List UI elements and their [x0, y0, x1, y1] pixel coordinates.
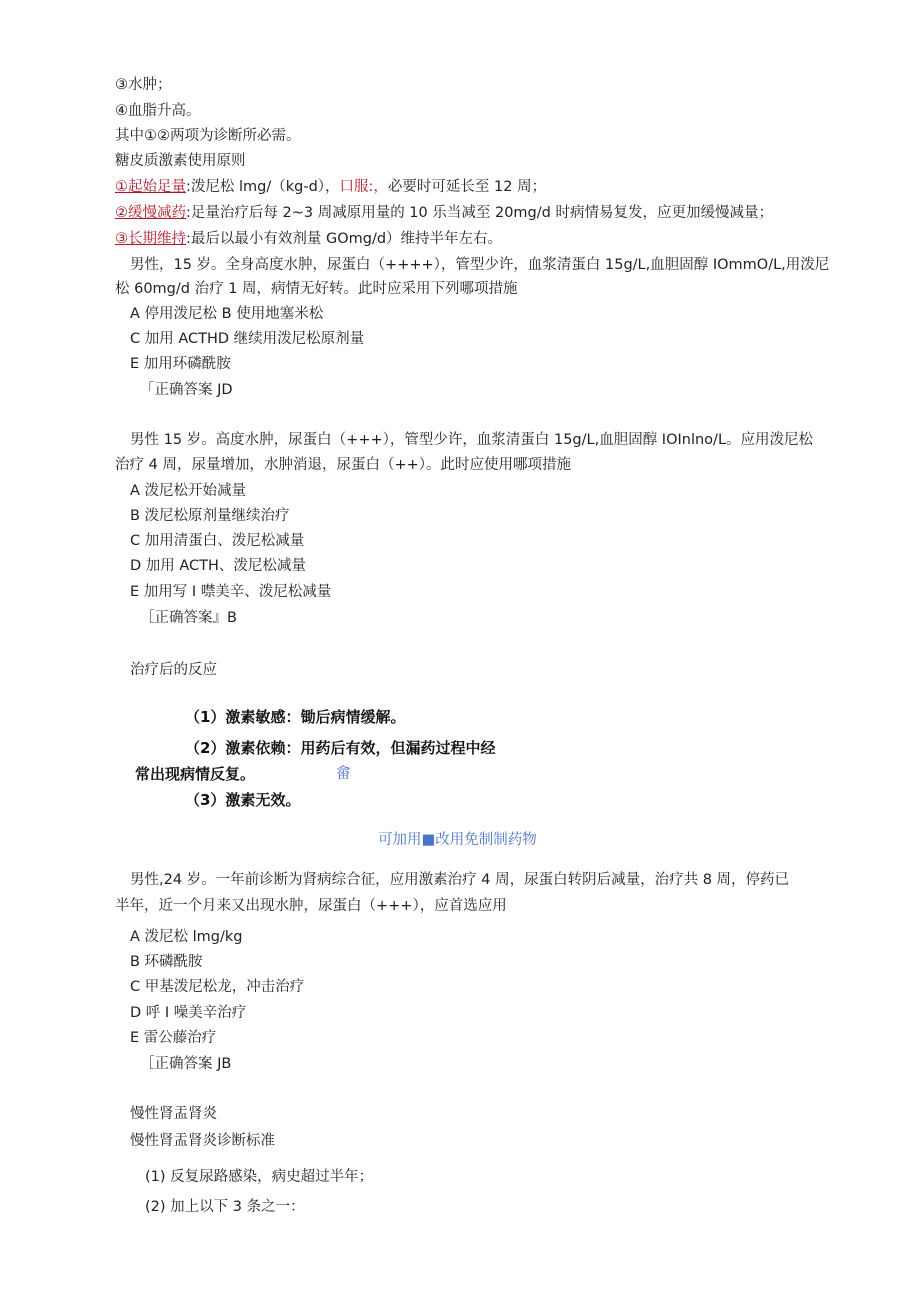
- question-stem: 半年，近一个月来又出现水肿，尿蛋白（+++），应首选应用: [115, 898, 507, 914]
- paragraph: 其中①②两项为诊断所必需。: [115, 128, 301, 144]
- stray-char: 畲: [336, 766, 351, 782]
- question-stem: 男性 15 岁。高度水肿，尿蛋白（+++），管型少许，血浆清蛋白 15g/L,血胆固醇 IOInlno/L。应用泼尼松: [130, 432, 814, 448]
- principle-item: [115, 177, 546, 197]
- answer: ［正确答案 JB: [140, 1056, 232, 1072]
- list-item: ③水肿；: [115, 77, 172, 93]
- option: A 泼尼松 lmg/kg: [130, 929, 243, 945]
- option: D 加用 ACTH、泼尼松减量: [130, 558, 306, 574]
- list-item: (1) 反复尿路感染，病史超过半年；: [145, 1169, 374, 1185]
- question-stem: 松 60mg/d 治疗 1 周，病情无好转。此时应采用下列哪项措施: [115, 281, 518, 297]
- principle-label: ①起始足量: [115, 179, 186, 195]
- heading: 慢性肾盂肾炎: [130, 1106, 217, 1122]
- principle-text: :足量治疗后每 2~3 周减原用量的 10 乐当减至 20mg/d 时病情易复发，应更加缓慢减量；: [186, 205, 773, 221]
- option: B 环磷酰胺: [130, 954, 203, 970]
- reaction-item: 常出现病情反复。: [135, 765, 256, 783]
- list-item: ④血脂升高。: [115, 103, 201, 119]
- principle-text: :最后以最小有效剂量 GOmg/d）维持半年左右。: [186, 231, 503, 247]
- option: E 雷公藤治疗: [130, 1030, 217, 1046]
- heading: 治疗后的反应: [130, 662, 217, 678]
- question-stem: 男性，15 岁。全身高度水肿，尿蛋白（++++），管型少许，血浆清蛋白 15g/L,血胆固醇 IOmmO/L,用泼尼: [130, 257, 830, 273]
- reaction-item: （2）激素依赖：用药后有效，但漏药过程中经: [185, 739, 496, 757]
- option: E 加用写 I 噤美辛、泼尼松减量: [130, 584, 332, 600]
- principle-text: 必要时可延长至 12 周；: [387, 179, 547, 195]
- option: C 加用 ACTHD 继续用泼尼松原剂量: [130, 331, 365, 347]
- principle-item: [115, 203, 773, 223]
- question-stem: 男性,24 岁。一年前诊断为肾病综合征，应用激素治疗 4 周，尿蛋白转阴后减量，治疗共 8 周，停药已: [130, 872, 790, 888]
- reaction-item: （1）激素敏感：锄后病情缓解。: [185, 708, 406, 726]
- principle-text-red: 口服:，: [339, 179, 388, 195]
- option: E 加用环磷酰胺: [130, 356, 231, 372]
- subheading: 慢性肾盂肾炎诊断标准: [130, 1133, 275, 1149]
- principle-label: ③长期维持: [115, 231, 186, 247]
- principle-item: [115, 229, 502, 249]
- heading: 糖皮质激素使用原则: [115, 153, 246, 169]
- principle-text: :泼尼松 lmg/（kg-d），: [186, 179, 340, 195]
- list-item: (2) 加上以下 3 条之一：: [145, 1199, 305, 1215]
- reaction-note: 可加用■改用免制制药物: [378, 832, 537, 848]
- option: A 停用泼尼松 B 使用地塞米松: [130, 306, 324, 322]
- option: A 泼尼松开始减量: [130, 483, 247, 499]
- option: C 甲基泼尼松龙，冲击治疗: [130, 979, 305, 995]
- principle-label: ②缓慢减药: [115, 205, 186, 221]
- reaction-item: （3）激素无效。: [185, 791, 301, 809]
- answer: ［正确答案』B: [140, 610, 237, 626]
- question-stem: 治疗 4 周，尿量增加，水肿消退，尿蛋白（++）。此时应使用哪项措施: [115, 457, 571, 473]
- option: B 泼尼松原剂量继续治疗: [130, 508, 290, 524]
- answer: 「正确答案 JD: [140, 382, 233, 398]
- option: D 呼 I 噪美辛治疗: [130, 1005, 247, 1021]
- option: C 加用清蛋白、泼尼松减量: [130, 533, 305, 549]
